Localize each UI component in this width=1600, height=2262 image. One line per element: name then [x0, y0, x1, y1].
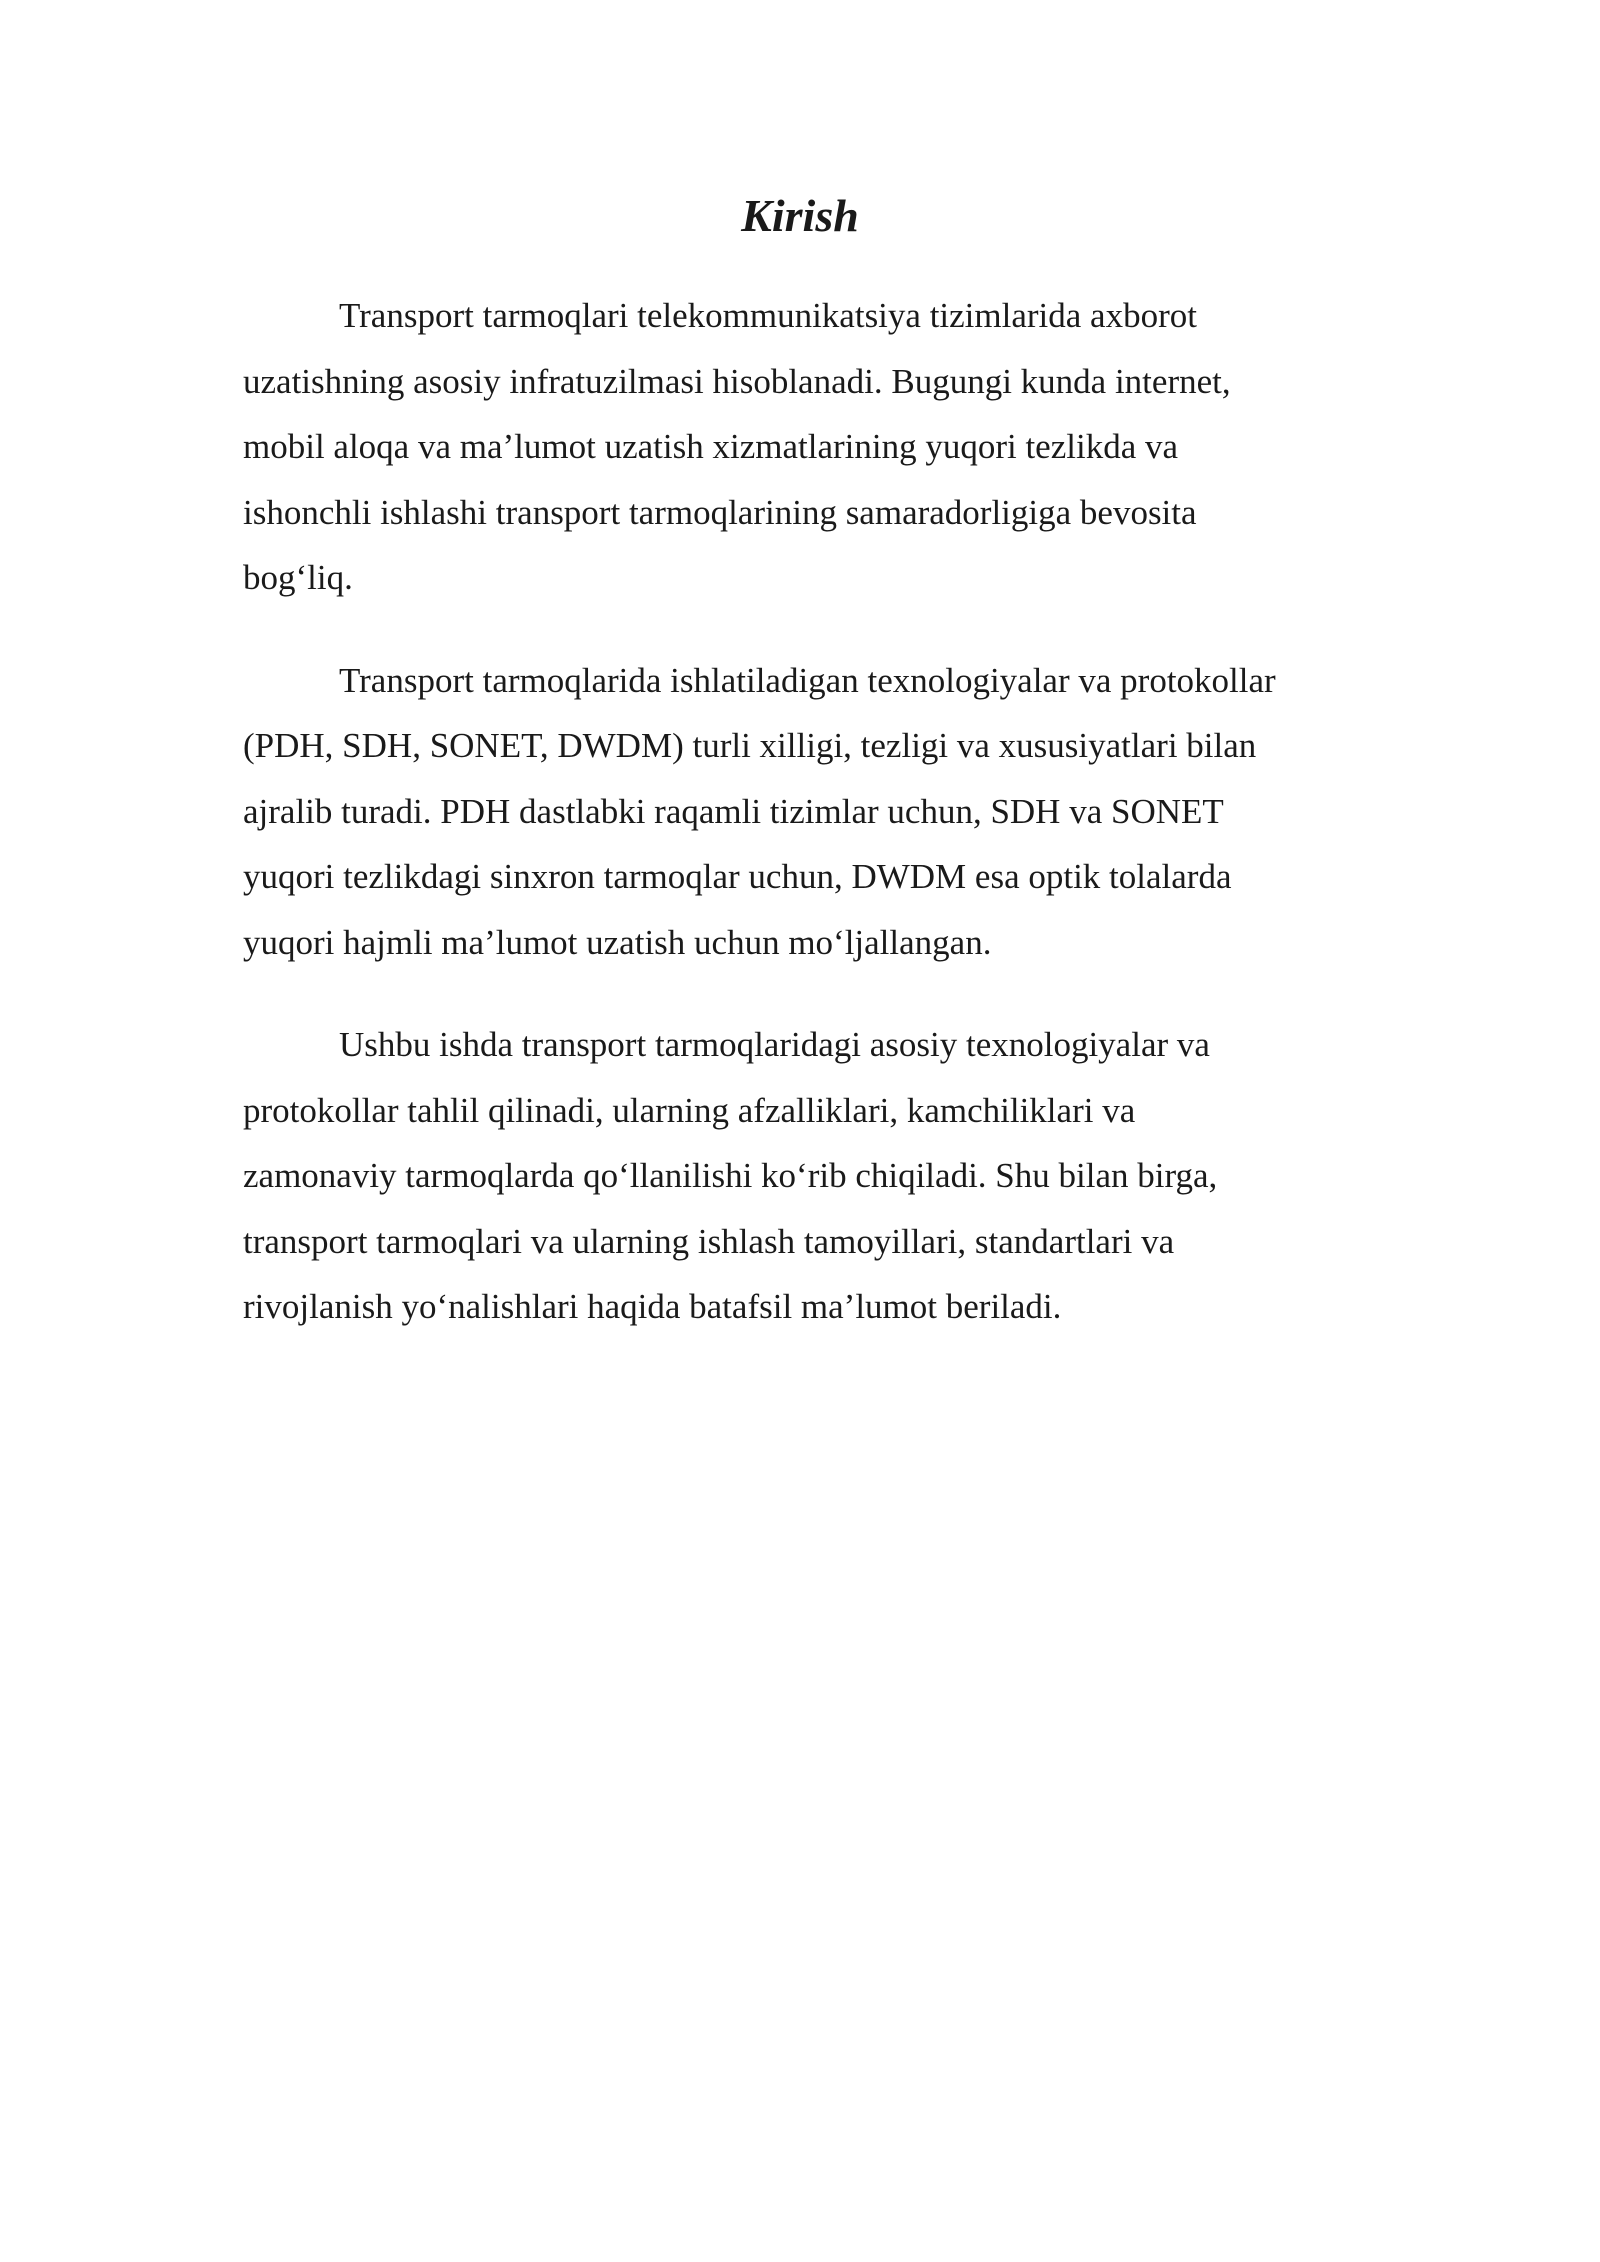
paragraph-line: (PDH, SDH, SONET, DWDM) turli xilligi, tezligi va xususiyatlari bilan: [243, 726, 1257, 765]
paragraph-1: [243, 283, 1363, 611]
paragraph-line: protokollar tahlil qilinadi, ularning afzalliklari, kamchiliklari va: [243, 1090, 1136, 1130]
paragraph-2: [243, 648, 1363, 976]
paragraph-line: Transport tarmoqlarida ishlatiladigan texnologiyalar va protokollar: [339, 660, 1276, 700]
paragraph-line: bog‘liq.: [243, 558, 353, 597]
page-title: Kirish: [741, 190, 859, 241]
paragraph-line: yuqori tezlikdagi sinxron tarmoqlar uchun, DWDM esa optik tolalarda: [243, 857, 1232, 896]
paragraph-line: yuqori hajmli ma’lumot uzatish uchun mo‘ljallangan.: [243, 922, 992, 962]
paragraph-line: rivojlanish yo‘nalishlari haqida batafsil ma’lumot beriladi.: [243, 1287, 1062, 1326]
paragraph-line: uzatishning asosiy infratuzilmasi hisoblanadi. Bugungi kunda internet,: [243, 361, 1231, 401]
paragraph-line: transport tarmoqlari va ularning ishlash tamoyillari, standartlari va: [243, 1221, 1175, 1261]
paragraph-line: Transport tarmoqlari telekommunikatsiya tizimlarida axborot: [339, 296, 1197, 335]
paragraph-line: Ushbu ishda transport tarmoqlaridagi asosiy texnologiyalar va: [339, 1025, 1210, 1064]
document-body: [243, 283, 1363, 1377]
paragraph-3: [243, 1012, 1363, 1340]
paragraph-line: zamonaviy tarmoqlarda qo‘llanilishi ko‘rib chiqiladi. Shu bilan birga,: [243, 1156, 1218, 1195]
paragraph-line: ajralib turadi. PDH dastlabki raqamli tizimlar uchun, SDH va SONET: [243, 791, 1224, 831]
paragraph-line: ishonchli ishlashi transport tarmoqlarining samaradorligiga bevosita: [243, 492, 1197, 532]
paragraph-line: mobil aloqa va ma’lumot uzatish xizmatlarining yuqori tezlikda va: [243, 427, 1179, 466]
